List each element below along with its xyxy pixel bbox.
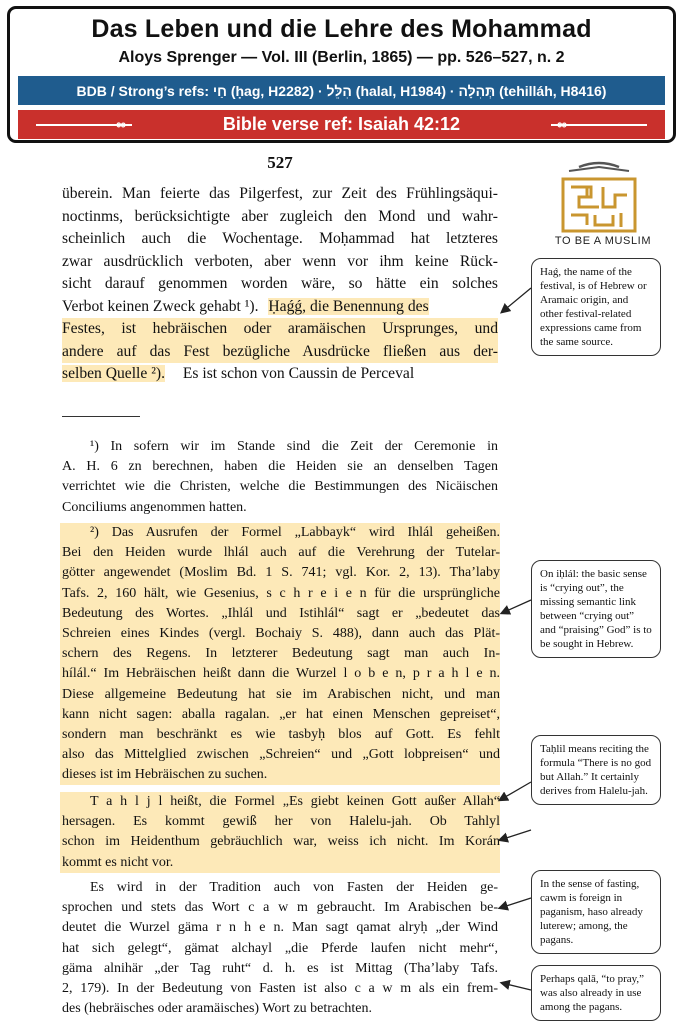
text-run: Verbot keinen Zweck gehabt ¹).: [62, 297, 259, 315]
text-line: ¹) In sofern wir im Stande sind die Zeit der Ceremonie in: [90, 439, 498, 454]
page-number: 527: [267, 153, 293, 172]
text-line: deutet die Wurzel gäma r n h e n. Man sagt qamat alryḥ „der Wind: [62, 920, 498, 936]
left-ornament-icon: ∞: [116, 116, 126, 132]
text-line: sicht darauf genommen worden wäre, so hätte ein solches: [62, 275, 498, 292]
footnote-separator: [62, 416, 140, 417]
text-line: verrichtet wie die Christen, welche die Bestimmungen des Nicäischen: [62, 479, 498, 495]
text-line: götter angewendet (Moslim Bd. 1 S. 741; vgl. Kor. 2, 13). Tha’laby: [62, 565, 500, 581]
text-line: Es wird in der Tradition auch von Fasten der Heiden ge-: [90, 880, 498, 895]
text-line: [62, 363, 498, 386]
callout-qala: Perhaps qalā, “to pray,” was also already in use among the pagans.: [531, 965, 661, 1021]
text-line: kommt es nicht vor.: [62, 854, 174, 870]
text-line: sondern man beschränkt es wie tasbyḥ blos auf Gott. Es fehlt: [62, 726, 500, 742]
callout-fasting: In the sense of fasting, cawm is foreign in paganism, haso already luterew; among, the pagans.: [531, 870, 661, 954]
callout-hagg: Haǵ, the name of the festival, is of Hebrew or Aramaic origin, and other festival-related expressions came from the same source.: [531, 258, 661, 356]
text-line: scheinlich auch die Wochentage. Moḥammad hat letzteres: [62, 230, 498, 247]
highlighted-text: Ḥaǵǵ, die Benennung des: [268, 297, 429, 315]
text-line: 2, 179). In der Bedeutung von Fasten ist also c a w m als ein frem-: [62, 980, 498, 996]
text-line: sprochen und stets das Wort c a w m gebraucht. Im Arabischen be-: [62, 900, 498, 916]
arrow-tahlil-2: [500, 830, 531, 840]
strongs-refs-band: [18, 76, 665, 105]
highlighted-text: selben Quelle ²).: [62, 365, 165, 382]
footnote-2: [60, 523, 500, 785]
fasting-paragraph: [62, 878, 498, 1019]
text-line: überein. Man feierte das Pilgerfest, zur Zeit des Frühlingsäqui-: [62, 185, 498, 202]
text-line: dieses ist im Hebräischen zu suchen.: [62, 767, 268, 783]
tahlil-paragraph: [60, 792, 500, 873]
text-line: ²) Das Ausrufen der Formel „Labbayk“ wird Ihlál geheißen.: [90, 525, 500, 540]
text-line: [62, 296, 498, 319]
arrow-hagg: [502, 288, 531, 312]
text-line: schern des Regens. In letzterer Bedeutung sagt man auch In-: [62, 646, 500, 662]
text-line: Diese allgemeine Bedeutung hat sie im Arabischen nicht, und man: [62, 686, 500, 702]
highlighted-text: andere auf das Fest bezügliche Ausdrücke fließen aus der-: [62, 341, 498, 364]
text-line: Conciliums angenommen hatten.: [62, 499, 247, 515]
book-subtitle: Aloys Sprenger — Vol. III (Berlin, 1865) — pp. 526–527, n. 2: [118, 49, 565, 66]
text-line: hersagen. Es kommt gewiß her von Halelu-jah. Ob Tahlyl: [62, 814, 500, 830]
bible-verse-band: [18, 110, 665, 139]
header-card: [7, 6, 676, 143]
text-line: schon im Heidenthum gebräuchlich war, weiss ich nicht. Im Korán: [62, 834, 500, 850]
text-run: Es ist schon von Caussin de Perceval: [182, 365, 415, 382]
text-line: Bei den Heiden wurde lhlál auch auf die Verehrung der Tutelar-: [62, 545, 500, 561]
text-line: T a h l j l heißt, die Formel „Es giebt keinen Gott außer Allah“: [90, 794, 500, 809]
callout-ihlal: On iḥlál: the basic sense is “crying out”, the missing semantic link between “crying out” and “praising” God” is to be sought in Hebrew.: [531, 560, 661, 658]
highlighted-text: Festes, ist hebräischen oder aramäischen Ursprunges, und: [62, 318, 498, 341]
text-line: zwar ausdrücklich verboten, aber wenn vor ihm keine Rück-: [62, 252, 498, 270]
text-line: Bedeutung des Wortes. „Ihlál und Istihlál“ sagt er „bedeutet das: [62, 605, 500, 621]
main-text: [62, 183, 498, 386]
right-rule: [551, 124, 647, 126]
text-line: kann nicht sagen: aballa ragalan. „er hat einen Menschen gepreiset“,: [62, 706, 500, 722]
arrow-qala: [502, 983, 531, 990]
callout-tahlil: Taḥlil means reciting the formula “There is no god but Allah.” It certainly derives from Halelu-jah.: [531, 735, 661, 805]
text-line: gäma alnihär „der Tag ruht“ d. h. es ist Mittag (Tha’laby Tafs.: [62, 960, 498, 976]
book-title: Das Leben und die Lehre des Mohammad: [91, 15, 592, 43]
text-line: hat sich gelegt“, gämat alchayl „die Pferde laufen nicht mehr“,: [62, 940, 498, 956]
arrow-tahlil-1: [500, 782, 531, 800]
strongs-refs-text: BDB / Strong’s refs: חַי (ḥag, H2282) · הִלֵּל (halal, H1984) · תְּהִלָּה (tehilláh, H8416): [76, 82, 607, 99]
text-line: Tafs. 2, 160 hält, wie Gesenius, s c h r e i e n für die ursprüngliche: [62, 585, 500, 601]
text-line: hílál.“ Im Hebräischen heißt dann die Wurzel l o b e n, p r a h l e n.: [62, 666, 500, 682]
text-line: also das Mittelglied zwischen „Schreien“ und „Gott lobpreisen“ und: [62, 747, 500, 763]
bible-verse-text: Bible verse ref: Isaiah 42:12: [222, 114, 461, 134]
arrow-ihlal: [502, 600, 531, 613]
text-line: A. H. 6 zn berechnen, haben die Heiden sie an denselben Tagen: [62, 459, 498, 475]
text-line: des (hebräisches oder aramäisches) Wort zu betrachten.: [62, 1001, 372, 1017]
arrow-fasting: [500, 898, 531, 908]
footnote-1: [62, 437, 498, 518]
text-line: noctinms, berücksichtigte aber zugleich den Mond und wahr-: [62, 207, 498, 225]
logo-caption: TO BE A MUSLIM: [554, 235, 652, 247]
text-line: Schreien eines Kindes (vergl. Bochaiy S. 488), dann auch das Plät-: [62, 625, 500, 641]
